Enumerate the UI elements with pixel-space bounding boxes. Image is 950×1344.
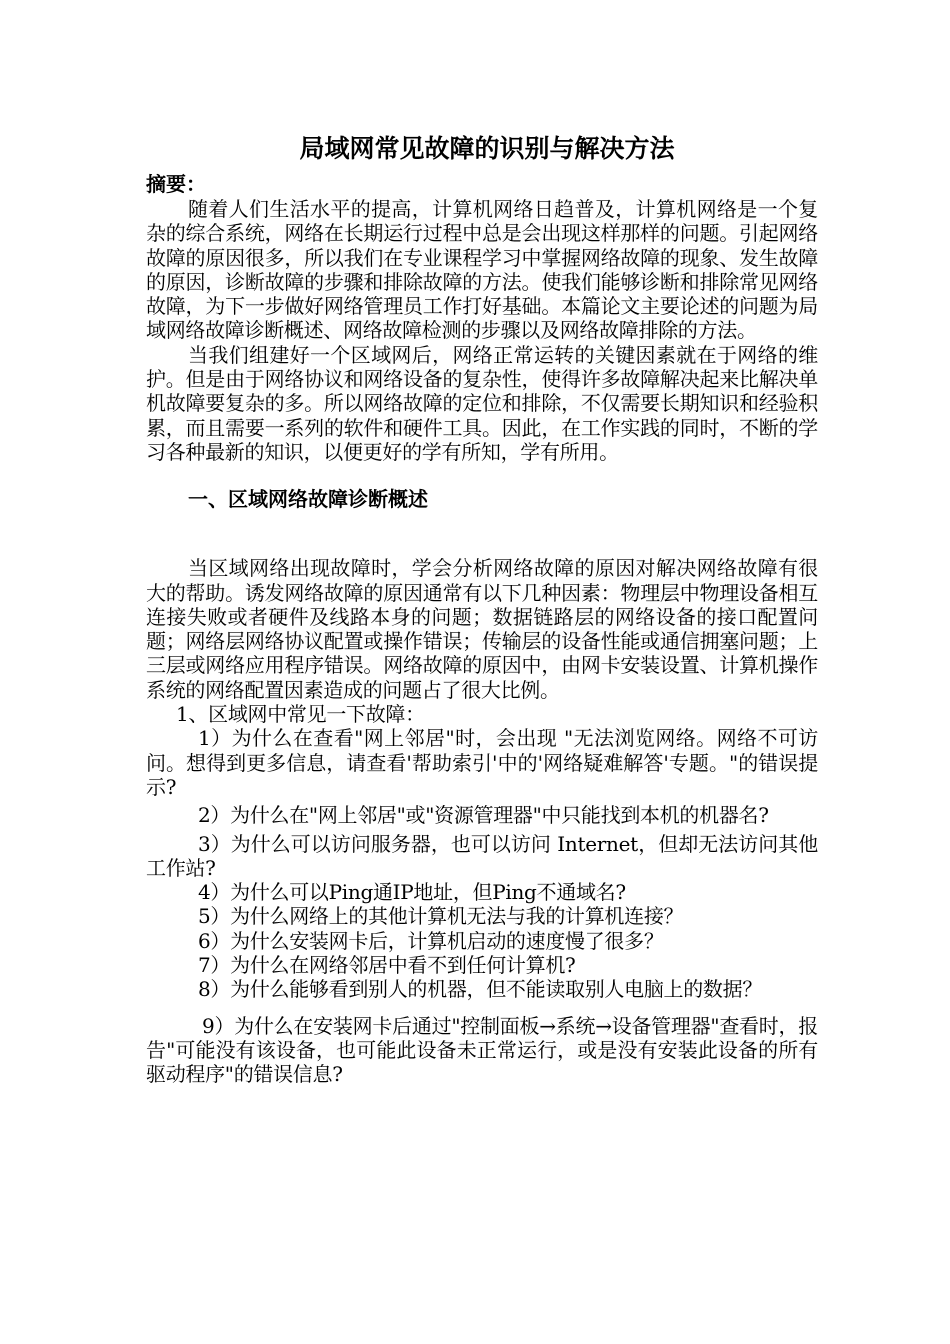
question-item-9: 9）为什么在安装网卡后通过"控制面板→系统→设备管理器"查看时，报告"可能没有该设备，也可能此设备未正常运行，或是没有安装此设备的所有驱动程序"的错误信息? bbox=[146, 1013, 818, 1087]
question-item-5: 5）为什么网络上的其他计算机无法与我的计算机连接？ bbox=[198, 904, 684, 929]
document-page bbox=[146, 132, 818, 1091]
common-faults-subheading: 1、区域网中常见一下故障： bbox=[176, 702, 425, 727]
question-item-3: 3）为什么可以访问服务器，也可以访问 Internet，但却无法访问其他工作站? bbox=[146, 831, 818, 880]
question-item-2: 2）为什么在"网上邻居"或"资源管理器"中只能找到本机的机器名? bbox=[198, 803, 769, 828]
abstract-paragraph-2: 当我们组建好一个区域网后，网络正常运转的关键因素就在于网络的维护。但是由于网络协议和网络设备的复杂性，使得许多故障解决起来比解决单机故障要复杂的多。所以网络故障的定位和排除，不仅需要长期知识和经验积累，而且需要一系列的软件和硬件工具。因此，在工作实践的同时，不断的学习各种最新的知识，以便更好的学有所知，学有所用。 bbox=[146, 342, 818, 464]
question-item-6: 6）为什么安装网卡后，计算机启动的速度慢了很多？ bbox=[198, 928, 664, 953]
question-item-4: 4）为什么可以Ping通IP地址，但Ping不通域名? bbox=[198, 880, 626, 905]
abstract-paragraph-1: 随着人们生活水平的提高，计算机网络日趋普及，计算机网络是一个复杂的综合系统，网络在长期运行过程中总是会出现这样那样的问题。引起网络故障的原因很多，所以我们在专业课程学习中掌握网络故障的现象、发生故障的原因，诊断故障的步骤和排除故障的方法。使我们能够诊断和排除常见网络故障，为下一步做好网络管理员工作打好基础。本篇论文主要论述的问题为局域网络故障诊断概述、网络故障检测的步骤以及网络故障排除的方法。 bbox=[146, 197, 818, 343]
document-title: 局域网常见故障的识别与解决方法 bbox=[299, 134, 675, 163]
section-heading: 一、区域网络故障诊断概述 bbox=[188, 487, 428, 512]
question-item-8: 8）为什么能够看到别人的机器，但不能读取别人电脑上的数据？ bbox=[198, 977, 763, 1002]
section-paragraph: 当区域网络出现故障时，学会分析网络故障的原因对解决网络故障有很大的帮助。诱发网络故障的原因通常有以下几种因素：物理层中物理设备相互连接失败或者硬件及线路本身的问题；数据链路层的网络设备的接口配置问题；网络层网络协议配置或操作错误；传输层的设备性能或通信拥塞问题；上三层或网络应用程序错误。网络故障的原因中，由网卡安装设置、计算机操作系统的网络配置因素造成的问题占了很大比例。 bbox=[146, 556, 818, 702]
question-list bbox=[146, 726, 818, 1086]
question-item-7: 7）为什么在网络邻居中看不到任何计算机? bbox=[198, 953, 576, 978]
question-item-1: 1）为什么在查看"网上邻居"时，会出现 "无法浏览网络。网络不可访问。想得到更多信息，请查看'帮助索引'中的'网络疑难解答'专题。"的错误提示? bbox=[146, 726, 818, 799]
abstract-label: 摘要： bbox=[146, 172, 206, 196]
